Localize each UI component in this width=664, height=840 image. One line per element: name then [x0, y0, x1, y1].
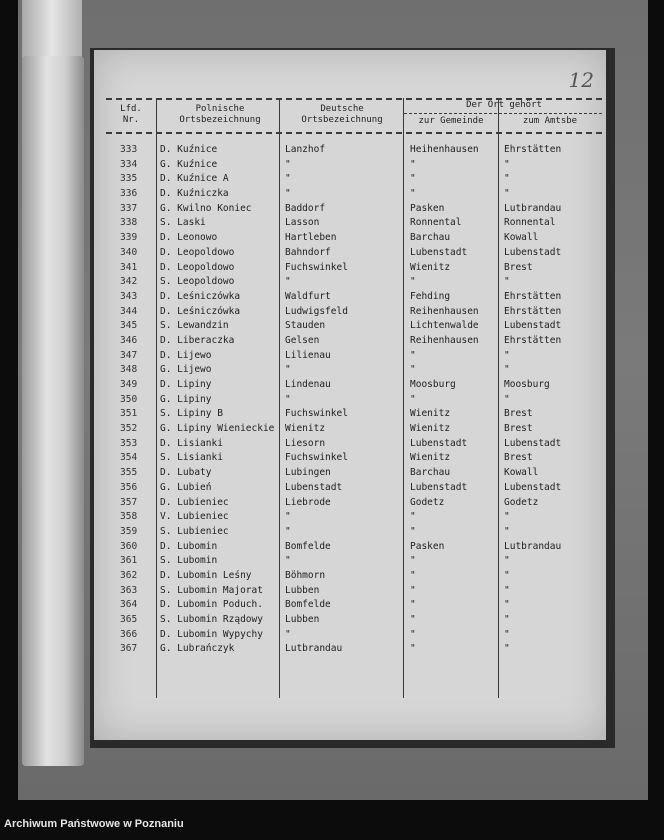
german-name: Lubingen: [285, 467, 331, 479]
gemeinde-name: Lubenstadt: [410, 246, 468, 258]
german-name: ": [285, 158, 291, 170]
table-row: [94, 437, 606, 452]
row-number: 362: [120, 569, 138, 581]
german-name: Böhmorn: [285, 569, 326, 581]
row-number: 361: [120, 555, 138, 567]
gemeinde-name: Pasken: [410, 202, 445, 214]
polish-name: D. Lipiny: [160, 379, 212, 390]
german-name: Lasson: [285, 217, 320, 229]
gemeinde-name: ": [410, 188, 416, 200]
polish-name: S. Laski: [160, 217, 206, 229]
table-row: [94, 378, 606, 393]
german-name: Lubben: [285, 584, 320, 596]
polish-name: D. Liberaczka: [160, 334, 235, 346]
amtsbezirk-name: ": [504, 188, 510, 200]
amtsbezirk-name: Brest: [504, 423, 533, 435]
film-roll-top: [22, 0, 82, 58]
amtsbezirk-name: Ehrstätten: [504, 290, 562, 302]
amtsbezirk-name: Kowall: [504, 232, 539, 244]
gemeinde-name: ": [410, 555, 416, 567]
german-name: Lindenau: [285, 379, 331, 390]
amtsbezirk-name: ": [504, 584, 510, 596]
table-row: [94, 584, 606, 599]
gemeinde-name: ": [410, 614, 416, 625]
gemeinde-name: Wienitz: [410, 261, 451, 273]
amtsbezirk-name: ": [504, 393, 510, 405]
row-number: 342: [120, 276, 138, 288]
table-row: [94, 216, 606, 231]
table-row: [94, 554, 606, 569]
row-number: 365: [120, 614, 138, 625]
row-number: 366: [120, 628, 138, 640]
table-row: [94, 613, 606, 628]
header-polish: Polnische Ortsbezeichnung: [179, 104, 261, 125]
german-name: Bomfelde: [285, 599, 331, 611]
row-number: 345: [120, 320, 138, 332]
row-number: 357: [120, 496, 138, 508]
row-number: 334: [120, 158, 138, 170]
gemeinde-name: Heihenhausen: [410, 144, 479, 155]
amtsbezirk-name: Lutbrandau: [504, 540, 562, 552]
amtsbezirk-name: Brest: [504, 452, 533, 464]
german-name: Waldfurt: [285, 290, 331, 302]
header-nr: Lfd. Nr.: [120, 104, 142, 125]
archive-footer: Archiwum Państwowe w Poznaniu: [4, 818, 184, 830]
amtsbezirk-name: ": [504, 614, 510, 625]
polish-name: D. Leonowo: [160, 232, 218, 244]
document-sheet: [94, 50, 606, 740]
amtsbezirk-name: Lubenstadt: [504, 246, 562, 258]
gemeinde-name: Wienitz: [410, 423, 451, 435]
table-row: [94, 393, 606, 408]
polish-name: D. Kuźnice: [160, 144, 218, 155]
gemeinde-name: Fehding: [410, 290, 451, 302]
amtsbezirk-name: ": [504, 555, 510, 567]
gemeinde-name: ": [410, 364, 416, 376]
polish-name: D. Leśniczówka: [160, 290, 241, 302]
table-row: [94, 363, 606, 378]
polish-name: G. Lipiny: [160, 393, 212, 405]
polish-name: G. Lubrańczyk: [160, 643, 235, 655]
amtsbezirk-name: ": [504, 349, 510, 361]
gemeinde-name: Lichtenwalde: [410, 320, 479, 332]
gemeinde-name: Reihenhausen: [410, 305, 479, 317]
amtsbezirk-name: ": [504, 525, 510, 537]
polish-name: S. Leopoldowo: [160, 276, 235, 288]
german-name: Lubenstadt: [285, 481, 343, 493]
row-number: 363: [120, 584, 138, 596]
german-name: Fuchswinkel: [285, 408, 348, 420]
german-name: Liesorn: [285, 437, 326, 449]
row-number: 358: [120, 511, 138, 523]
polish-name: S. Lipiny B: [160, 408, 223, 420]
row-number: 348: [120, 364, 138, 376]
amtsbezirk-name: Ronnental: [504, 217, 556, 229]
table-row: [94, 407, 606, 422]
amtsbezirk-name: ": [504, 643, 510, 655]
gemeinde-name: Barchau: [410, 232, 451, 244]
german-name: ": [285, 525, 291, 537]
table-row: [94, 334, 606, 349]
gemeinde-name: Godetz: [410, 496, 445, 508]
table-row: [94, 496, 606, 511]
table-row: [94, 290, 606, 305]
amtsbezirk-name: ": [504, 158, 510, 170]
table-row: [94, 246, 606, 261]
gemeinde-name: ": [410, 628, 416, 640]
gemeinde-name: ": [410, 584, 416, 596]
german-name: Stauden: [285, 320, 326, 332]
gemeinde-name: Lubenstadt: [410, 481, 468, 493]
gemeinde-name: ": [410, 349, 416, 361]
polish-name: S. Lubomin Majorat: [160, 584, 263, 596]
german-name: Liebrode: [285, 496, 331, 508]
gemeinde-name: ": [410, 569, 416, 581]
polish-name: D. Leopoldowo: [160, 261, 235, 273]
header-amtsbezirk: zum Amtsbe: [522, 116, 578, 126]
polish-name: D. Lubaty: [160, 467, 212, 479]
gemeinde-name: Lubenstadt: [410, 437, 468, 449]
polish-name: S. Lubomin Rządowy: [160, 614, 263, 625]
german-name: ": [285, 511, 291, 523]
header-gemeinde: zur Gemeinde: [418, 116, 484, 126]
german-name: Lilienau: [285, 349, 331, 361]
german-name: ": [285, 393, 291, 405]
table-row: [94, 569, 606, 584]
table-row: [94, 275, 606, 290]
row-number: 336: [120, 188, 138, 200]
amtsbezirk-name: ": [504, 364, 510, 376]
table-row: [94, 158, 606, 173]
polish-name: V. Lubieniec: [160, 511, 229, 523]
gemeinde-name: ": [410, 511, 416, 523]
table-row: [94, 525, 606, 540]
table-row: [94, 540, 606, 555]
polish-name: S. Lewandzin: [160, 320, 229, 332]
gemeinde-name: ": [410, 158, 416, 170]
row-number: 355: [120, 467, 138, 479]
row-number: 343: [120, 290, 138, 302]
polish-name: D. Lubomin Wypychy: [160, 628, 263, 640]
amtsbezirk-name: ": [504, 173, 510, 185]
amtsbezirk-name: ": [504, 569, 510, 581]
german-name: Lubben: [285, 614, 320, 625]
german-name: Bahndorf: [285, 246, 331, 258]
amtsbezirk-name: Godetz: [504, 496, 539, 508]
row-number: 338: [120, 217, 138, 229]
film-roll: [22, 56, 84, 766]
polish-name: G. Lipiny Wienieckie: [160, 423, 275, 435]
amtsbezirk-name: ": [504, 511, 510, 523]
page-number: 12: [568, 68, 594, 92]
amtsbezirk-name: Lubenstadt: [504, 481, 562, 493]
gemeinde-name: ": [410, 525, 416, 537]
row-number: 354: [120, 452, 138, 464]
amtsbezirk-name: Lubenstadt: [504, 437, 562, 449]
amtsbezirk-name: Brest: [504, 261, 533, 273]
header-sub-rule: [404, 113, 602, 114]
row-number: 367: [120, 643, 138, 655]
row-number: 337: [120, 202, 138, 214]
table-row: [94, 143, 606, 158]
row-number: 351: [120, 408, 138, 420]
header-german: Deutsche Ortsbezeichnung: [301, 104, 383, 125]
polish-name: D. Kuźniczka: [160, 188, 229, 200]
amtsbezirk-name: Ehrstätten: [504, 144, 562, 155]
table-row: [94, 466, 606, 481]
row-number: 364: [120, 599, 138, 611]
row-number: 340: [120, 246, 138, 258]
german-name: Wienitz: [285, 423, 326, 435]
polish-name: D. Kuźnice A: [160, 173, 229, 185]
german-name: Bomfelde: [285, 540, 331, 552]
row-number: 344: [120, 305, 138, 317]
gemeinde-name: ": [410, 393, 416, 405]
gemeinde-name: Reihenhausen: [410, 334, 479, 346]
row-number: 356: [120, 481, 138, 493]
gemeinde-name: Pasken: [410, 540, 445, 552]
german-name: Fuchswinkel: [285, 452, 348, 464]
polish-name: G. Kuźnice: [160, 158, 218, 170]
amtsbezirk-name: Brest: [504, 408, 533, 420]
polish-name: D. Lubomin Leśny: [160, 569, 252, 581]
gemeinde-name: Barchau: [410, 467, 451, 479]
row-number: 360: [120, 540, 138, 552]
gemeinde-name: Ronnental: [410, 217, 462, 229]
polish-name: D. Leśniczówka: [160, 305, 241, 317]
polish-name: S. Lisianki: [160, 452, 223, 464]
german-name: Baddorf: [285, 202, 326, 214]
header-belongs: Der Ort gehört: [466, 100, 542, 110]
german-name: ": [285, 628, 291, 640]
table-row: [94, 642, 606, 657]
table-row: [94, 305, 606, 320]
german-name: ": [285, 276, 291, 288]
table-row: [94, 628, 606, 643]
polish-name: G. Lijewo: [160, 364, 212, 376]
row-number: 347: [120, 349, 138, 361]
german-name: ": [285, 173, 291, 185]
polish-name: D. Lijewo: [160, 349, 212, 361]
amtsbezirk-name: ": [504, 276, 510, 288]
row-number: 352: [120, 423, 138, 435]
polish-name: D. Lubomin: [160, 540, 218, 552]
table-row: [94, 349, 606, 364]
row-number: 333: [120, 144, 138, 155]
table-row: [94, 172, 606, 187]
table-row: [94, 481, 606, 496]
row-number: 353: [120, 437, 138, 449]
amtsbezirk-name: Lubenstadt: [504, 320, 562, 332]
gemeinde-name: ": [410, 599, 416, 611]
table-row: [94, 422, 606, 437]
amtsbezirk-name: Lutbrandau: [504, 202, 562, 214]
table-row: [94, 202, 606, 217]
gemeinde-name: ": [410, 173, 416, 185]
polish-name: S. Lubieniec: [160, 525, 229, 537]
amtsbezirk-name: Moosburg: [504, 379, 550, 390]
german-name: ": [285, 555, 291, 567]
header-bottom-rule: [106, 132, 602, 134]
german-name: Fuchswinkel: [285, 261, 348, 273]
table-row: [94, 319, 606, 334]
row-number: 350: [120, 393, 138, 405]
amtsbezirk-name: ": [504, 599, 510, 611]
german-name: Lutbrandau: [285, 643, 343, 655]
polish-name: G. Kwilno Koniec: [160, 202, 252, 214]
polish-name: D. Lisianki: [160, 437, 223, 449]
row-number: 349: [120, 379, 138, 390]
gemeinde-name: Moosburg: [410, 379, 456, 390]
gemeinde-name: ": [410, 276, 416, 288]
amtsbezirk-name: Ehrstätten: [504, 305, 562, 317]
german-name: Lanzhof: [285, 144, 326, 155]
row-number: 339: [120, 232, 138, 244]
row-number: 341: [120, 261, 138, 273]
gemeinde-name: Wienitz: [410, 452, 451, 464]
german-name: Hartleben: [285, 232, 337, 244]
polish-name: D. Lubomin Poduch.: [160, 599, 263, 611]
amtsbezirk-name: Ehrstätten: [504, 334, 562, 346]
polish-name: S. Lubomin: [160, 555, 218, 567]
polish-name: G. Lubień: [160, 481, 212, 493]
table-row: [94, 598, 606, 613]
amtsbezirk-name: ": [504, 628, 510, 640]
table-row: [94, 187, 606, 202]
german-name: Gelsen: [285, 334, 320, 346]
place-table: [94, 143, 606, 657]
gemeinde-name: Wienitz: [410, 408, 451, 420]
table-row: [94, 451, 606, 466]
german-name: ": [285, 364, 291, 376]
row-number: 346: [120, 334, 138, 346]
table-row: [94, 261, 606, 276]
amtsbezirk-name: Kowall: [504, 467, 539, 479]
gemeinde-name: ": [410, 643, 416, 655]
polish-name: D. Lubieniec: [160, 496, 229, 508]
german-name: ": [285, 188, 291, 200]
german-name: Ludwigsfeld: [285, 305, 348, 317]
table-row: [94, 510, 606, 525]
polish-name: D. Leopoldowo: [160, 246, 235, 258]
table-row: [94, 231, 606, 246]
row-number: 359: [120, 525, 138, 537]
row-number: 335: [120, 173, 138, 185]
